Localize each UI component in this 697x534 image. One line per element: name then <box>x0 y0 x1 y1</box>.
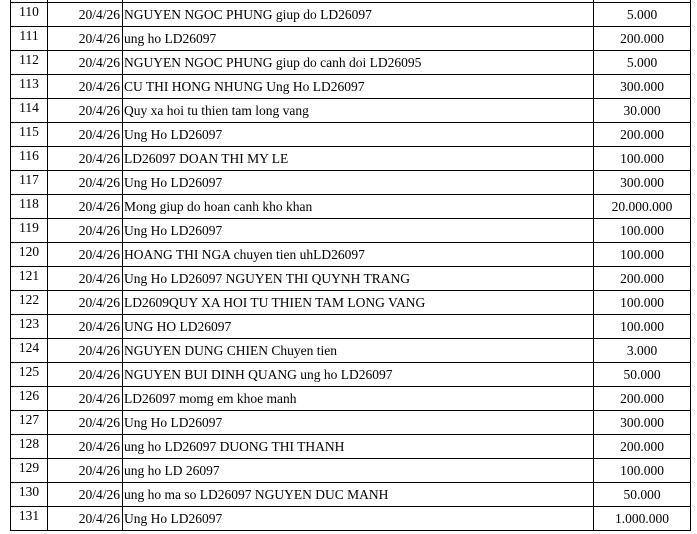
cell-number: 110 <box>11 3 48 27</box>
cell-date: 20/4/26 <box>48 387 123 411</box>
cell-description: Ung Ho LD26097 NGUYEN THI QUYNH TRANG <box>123 267 594 291</box>
cell-date: 20/4/26 <box>48 435 123 459</box>
cell-amount: 3.000 <box>594 339 691 363</box>
cell-amount: 200.000 <box>594 123 691 147</box>
cell-date: 20/4/26 <box>48 195 123 219</box>
cell-number: 125 <box>11 363 48 387</box>
cell-description: Ung Ho LD26097 <box>123 123 594 147</box>
cell-description: NGUYEN DUNG CHIEN Chuyen tien <box>123 339 594 363</box>
table-row <box>11 99 691 123</box>
cell-amount: 1.000.000 <box>594 507 691 531</box>
transactions-table <box>10 0 691 531</box>
cell-description: Mong giup do hoan canh kho khan <box>123 195 594 219</box>
cell-description: Ung Ho LD26097 <box>123 171 594 195</box>
table-row <box>11 147 691 171</box>
cell-amount: 100.000 <box>594 243 691 267</box>
cell-description: HOANG THI NGA chuyen tien uhLD26097 <box>123 243 594 267</box>
cell-date: 20/4/26 <box>48 411 123 435</box>
table-row <box>11 123 691 147</box>
table-row <box>11 243 691 267</box>
cell-number: 130 <box>11 483 48 507</box>
cell-date: 20/4/26 <box>48 171 123 195</box>
cell-amount: 50.000 <box>594 483 691 507</box>
table-row <box>11 267 691 291</box>
cell-number: 114 <box>11 99 48 123</box>
cell-amount: 300.000 <box>594 171 691 195</box>
cell-description: NGUYEN NGOC PHUNG giup do canh doi LD26095 <box>123 51 594 75</box>
table-row <box>11 339 691 363</box>
cell-description: ung ho ma so LD26097 NGUYEN DUC MANH <box>123 483 594 507</box>
cell-amount: 5.000 <box>594 51 691 75</box>
cell-amount: 100.000 <box>594 219 691 243</box>
cell-date: 20/4/26 <box>48 99 123 123</box>
cell-number: 112 <box>11 51 48 75</box>
cell-number: 116 <box>11 147 48 171</box>
table-row <box>11 459 691 483</box>
cell-number: 124 <box>11 339 48 363</box>
cell-amount: 100.000 <box>594 147 691 171</box>
table-row <box>11 291 691 315</box>
cell-date: 20/4/26 <box>48 363 123 387</box>
table-row <box>11 3 691 27</box>
cell-amount: 200.000 <box>594 267 691 291</box>
cell-number: 120 <box>11 243 48 267</box>
table-row <box>11 435 691 459</box>
transactions-table-body <box>11 0 691 531</box>
cell-number: 129 <box>11 459 48 483</box>
cell-description: ung ho LD26097 DUONG THI THANH <box>123 435 594 459</box>
cell-description: NGUYEN NGOC PHUNG giup do LD26097 <box>123 3 594 27</box>
table-row <box>11 387 691 411</box>
cell-number: 118 <box>11 195 48 219</box>
cell-amount: 300.000 <box>594 411 691 435</box>
cell-date: 20/4/26 <box>48 291 123 315</box>
table-row <box>11 171 691 195</box>
cell-number: 115 <box>11 123 48 147</box>
cell-description: LD26097 DOAN THI MY LE <box>123 147 594 171</box>
cell-number: 117 <box>11 171 48 195</box>
cell-date: 20/4/26 <box>48 459 123 483</box>
cell-date: 20/4/26 <box>48 219 123 243</box>
cell-description: Ung Ho LD26097 <box>123 219 594 243</box>
table-row <box>11 75 691 99</box>
cell-number: 131 <box>11 507 48 531</box>
transaction-sheet <box>10 0 691 531</box>
cell-description: LD2609QUY XA HOI TU THIEN TAM LONG VANG <box>123 291 594 315</box>
cell-date: 20/4/26 <box>48 339 123 363</box>
cell-amount: 200.000 <box>594 435 691 459</box>
cell-date: 20/4/26 <box>48 315 123 339</box>
table-row <box>11 411 691 435</box>
cell-date: 20/4/26 <box>48 123 123 147</box>
table-row <box>11 219 691 243</box>
cell-description: Ung Ho LD26097 <box>123 507 594 531</box>
cell-number: 126 <box>11 387 48 411</box>
cell-number: 113 <box>11 75 48 99</box>
cell-date: 20/4/26 <box>48 243 123 267</box>
cell-date: 20/4/26 <box>48 51 123 75</box>
table-row <box>11 363 691 387</box>
cell-date: 20/4/26 <box>48 75 123 99</box>
cell-amount: 20.000.000 <box>594 195 691 219</box>
cell-number: 127 <box>11 411 48 435</box>
cell-description: Ung Ho LD26097 <box>123 411 594 435</box>
cell-amount: 200.000 <box>594 387 691 411</box>
cell-date: 20/4/26 <box>48 483 123 507</box>
cell-amount: 100.000 <box>594 315 691 339</box>
cell-number: 122 <box>11 291 48 315</box>
cell-description: ung ho LD26097 <box>123 27 594 51</box>
cell-number: 119 <box>11 219 48 243</box>
table-row <box>11 507 691 531</box>
cell-description: ung ho LD 26097 <box>123 459 594 483</box>
cell-date: 20/4/26 <box>48 507 123 531</box>
cell-amount: 50.000 <box>594 363 691 387</box>
table-row <box>11 315 691 339</box>
cell-amount: 200.000 <box>594 27 691 51</box>
cell-amount: 30.000 <box>594 99 691 123</box>
cell-description: UNG HO LD26097 <box>123 315 594 339</box>
cell-description: LD26097 momg em khoe manh <box>123 387 594 411</box>
cell-amount: 100.000 <box>594 291 691 315</box>
cell-description: Quy xa hoi tu thien tam long vang <box>123 99 594 123</box>
cell-number: 128 <box>11 435 48 459</box>
cell-description: NGUYEN BUI DINH QUANG ung ho LD26097 <box>123 363 594 387</box>
table-row <box>11 51 691 75</box>
table-row <box>11 27 691 51</box>
table-row <box>11 483 691 507</box>
cell-amount: 300.000 <box>594 75 691 99</box>
cell-number: 121 <box>11 267 48 291</box>
cell-amount: 100.000 <box>594 459 691 483</box>
cell-date: 20/4/26 <box>48 267 123 291</box>
cell-date: 20/4/26 <box>48 27 123 51</box>
cell-number: 123 <box>11 315 48 339</box>
cell-date: 20/4/26 <box>48 3 123 27</box>
cell-date: 20/4/26 <box>48 147 123 171</box>
cell-description: CU THI HONG NHUNG Ung Ho LD26097 <box>123 75 594 99</box>
table-row <box>11 195 691 219</box>
cell-amount: 5.000 <box>594 3 691 27</box>
cell-number: 111 <box>11 27 48 51</box>
